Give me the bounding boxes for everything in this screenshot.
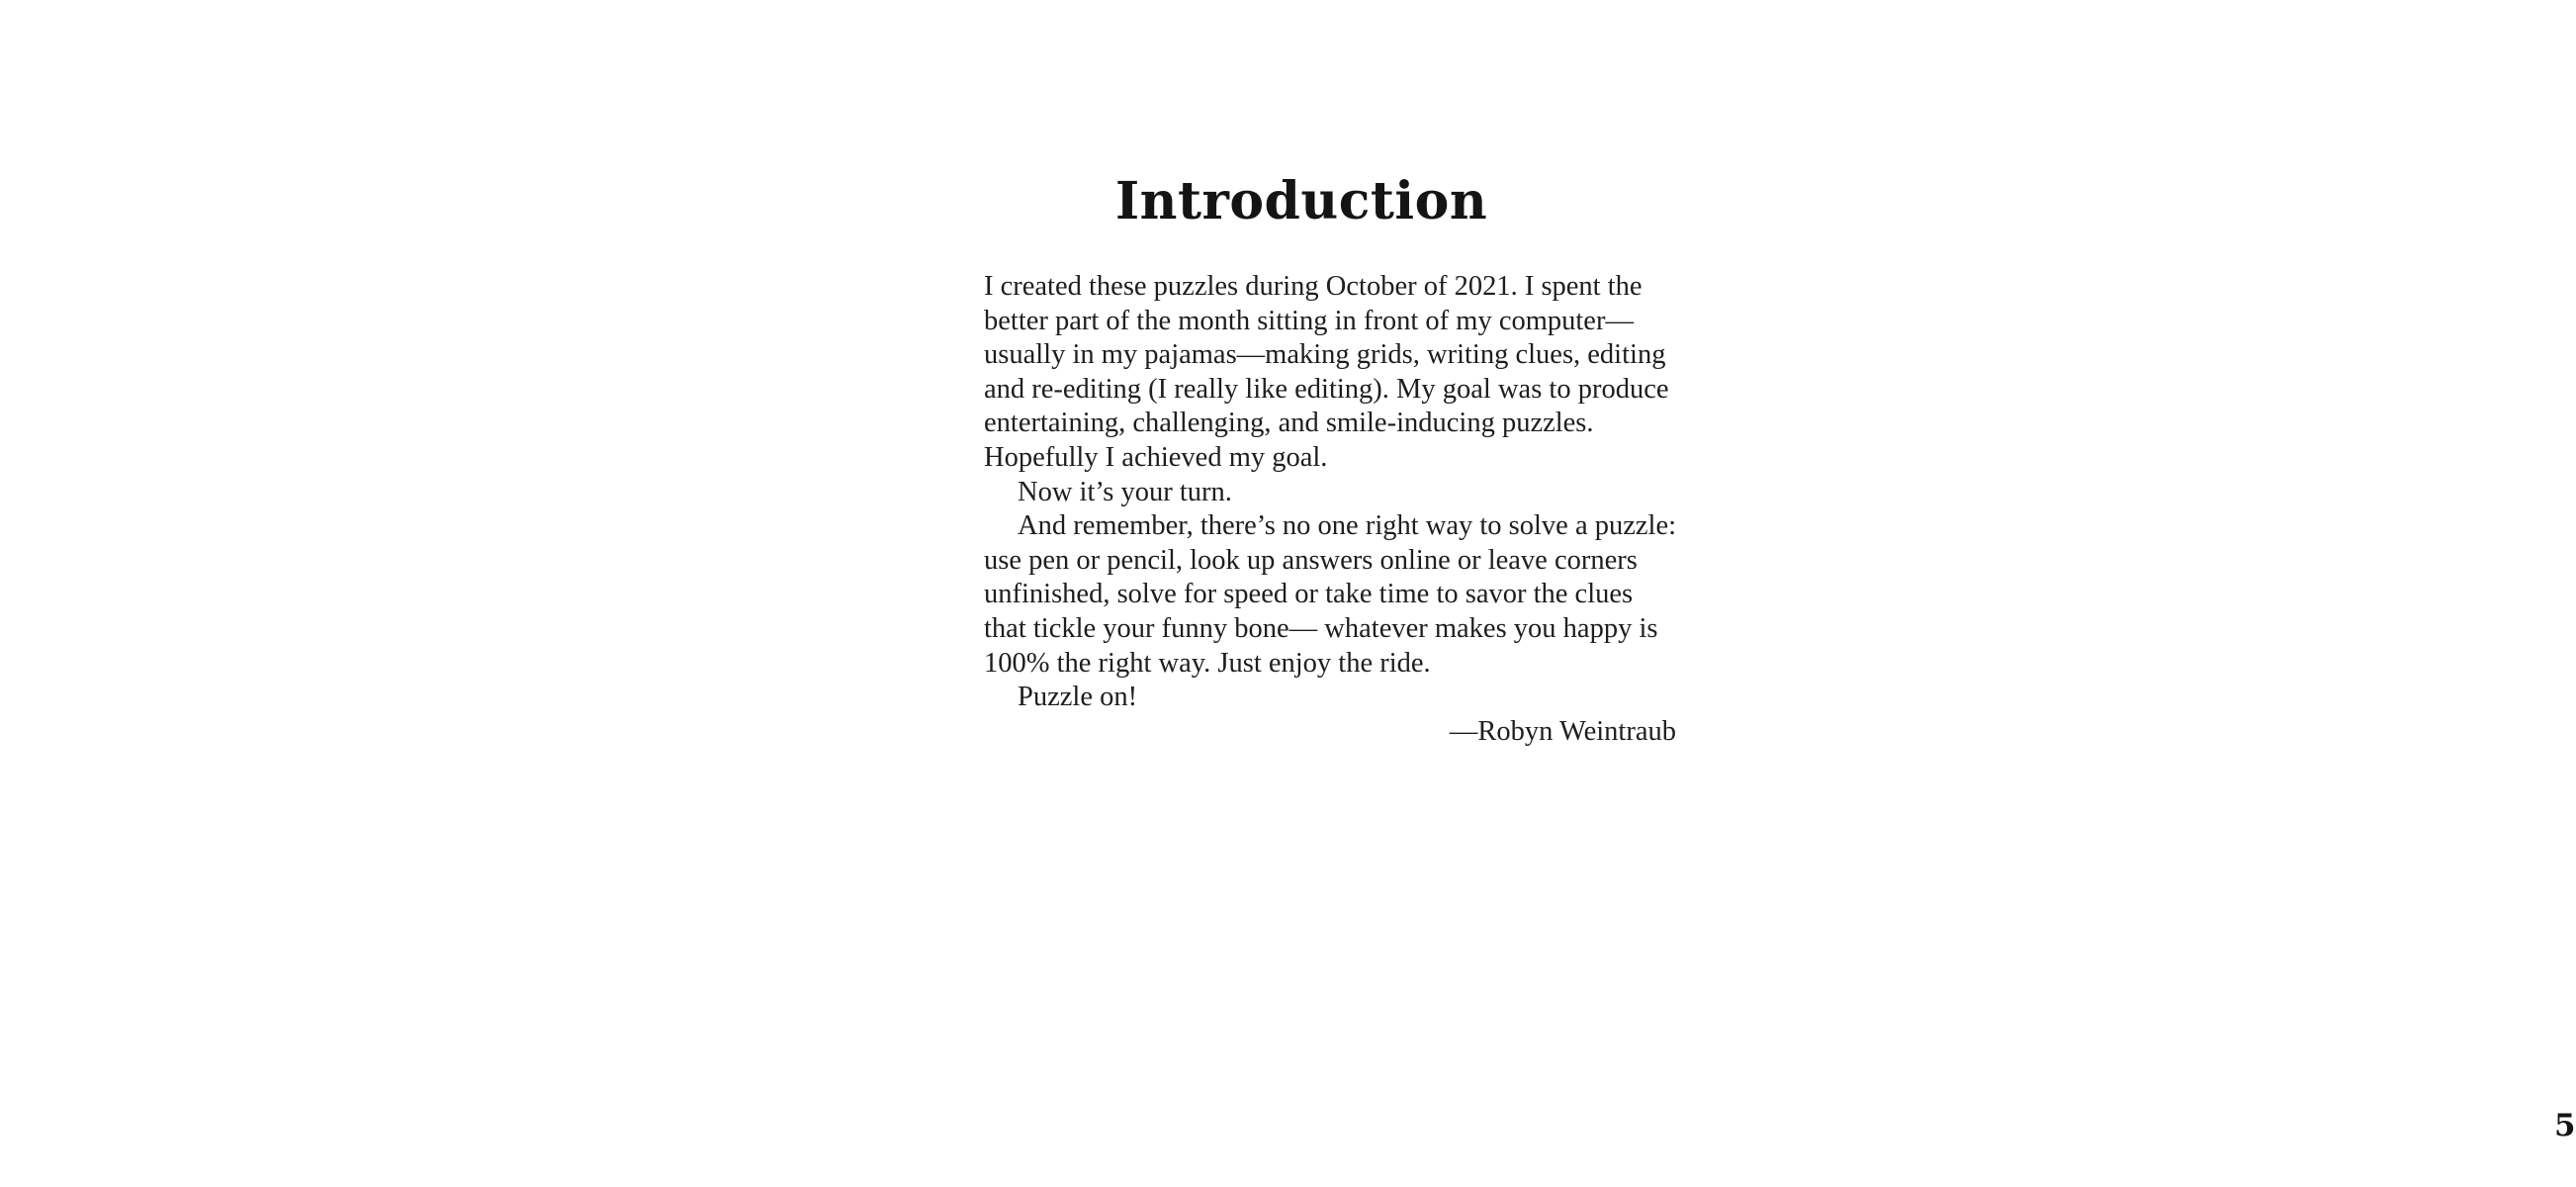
intro-paragraph-2: Now it’s your turn. xyxy=(1018,476,1232,507)
page-number: 5 xyxy=(2554,1108,2576,1143)
intro-paragraph-1: I created these puzzles during October of 2021. I spent the better part of the month sitting in front of my computer—usually in my pajamas—making grids, writing clues, editing and re-editing (I really like editing). My goal was to produce entertaining, challenging, and smile-inducing puzzles. Hopefully I achieved my goal. xyxy=(984,271,1669,473)
text-column xyxy=(984,173,1678,749)
right-page xyxy=(890,0,2576,1187)
introduction-body xyxy=(984,270,1678,749)
intro-paragraph-3: And remember, there’s no one right way to solve a puzzle: use pen or pencil, look up answers online or leave corners unfinished, solve for speed or take time to savor the clues that tickle your funny bone— whatever makes you happy is 100% the right way. Just enjoy the ride. xyxy=(984,510,1677,679)
left-page-blank xyxy=(0,0,890,1187)
intro-paragraph-4: Puzzle on! xyxy=(1018,682,1138,713)
page-title: Introduction xyxy=(1114,171,1488,231)
author-signature: —Robyn Weintraub xyxy=(1449,715,1676,747)
